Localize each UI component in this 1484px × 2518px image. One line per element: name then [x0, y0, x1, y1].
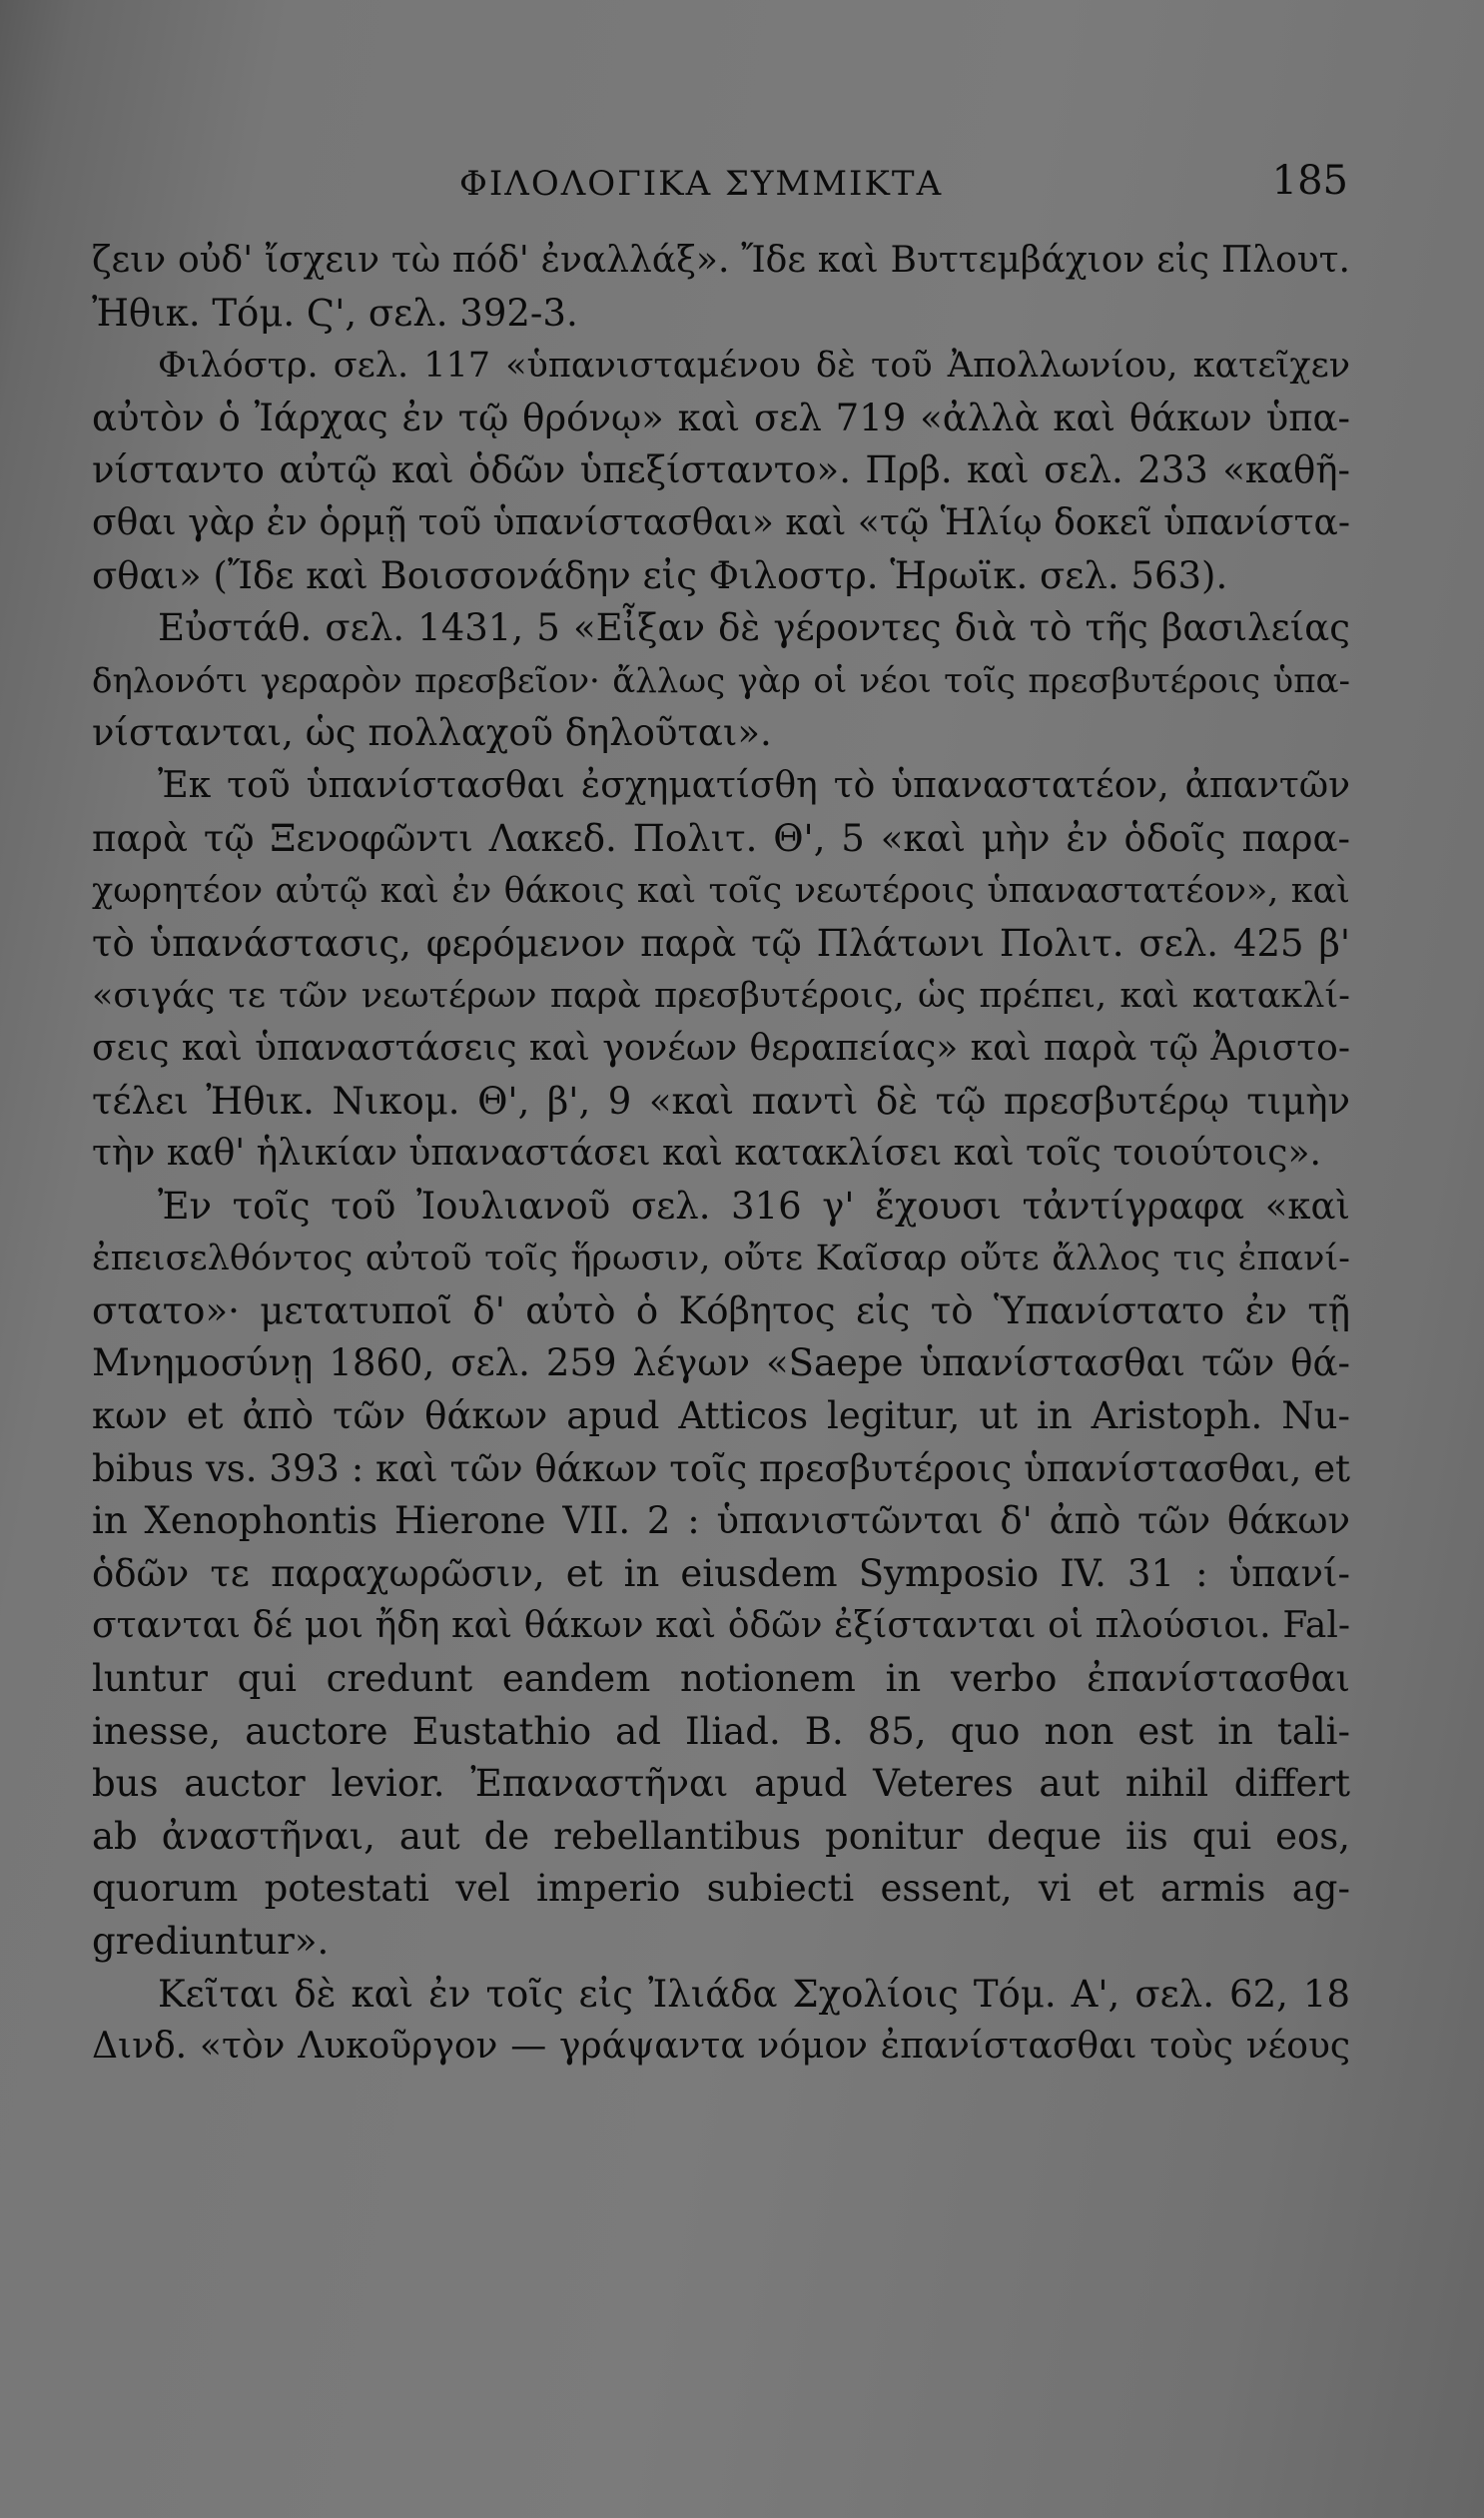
text-line: σθαι γὰρ ἐν ὁρμῇ τοῦ ὑπανίστασθαι» καὶ «τῷ Ἡλίῳ δοκεῖ ὑπανίστα- — [92, 501, 1350, 543]
text-line: στατο»· μετατυποῖ δ' αὐτὸ ὁ Κόβητος εἰς τὸ Ὑπανίστατο ἐν τῇ — [92, 1288, 1350, 1332]
text-line: χωρητέον αὐτῷ καὶ ἐν θάκοις καὶ τοῖς νεωτέροις ὑπαναστατέον», καὶ — [92, 871, 1350, 912]
text-line: Μνημοσύνῃ 1860, σελ. 259 λέγων «Saepe ὑπανίστασθαι τῶν θά- — [92, 1341, 1350, 1385]
text-line: inesse, auctore Eustathio ad Iliad. B. 85, quo non est in tali- — [92, 1709, 1350, 1753]
page-number: 185 — [1271, 158, 1348, 204]
text-line: δηλονότι γεραρὸν πρεσβεῖον· ἄλλως γὰρ οἱ νέοι τοῖς πρεσβυτέροις ὑπα- — [92, 660, 1350, 701]
text-line: νίστανται, ὡς πολλαχοῦ δηλοῦται». — [92, 711, 772, 755]
running-title: ΦΙΛΟΛΟΓΙΚΑ ΣΥΜΜΙΚΤΑ — [459, 164, 944, 204]
text-line: Κεῖται δὲ καὶ ἐν τοῖς εἰς Ἰλιάδα Σχολίοις Τόμ. Α', σελ. 62, 18 — [158, 1972, 1350, 2016]
text-line: Δινδ. «τὸν Λυκοῦργον — γράψαντα νόμον ἐπανίστασθαι τοὺς νέους — [92, 2026, 1350, 2068]
text-line: bus auctor levior. Ἐπαναστῆναι apud Veteres aut nihil differt — [92, 1762, 1350, 1806]
text-line: Ἐν τοῖς τοῦ Ἰουλιανοῦ σελ. 316 γ' ἔχουσι τἀντίγραφα «καὶ — [158, 1184, 1350, 1228]
text-line: κων et ἀπὸ τῶν θάκων apud Atticos legitur, ut in Aristoph. Nu- — [92, 1394, 1350, 1438]
text-line: in Xenophontis Hierone VII. 2 : ὑπανιστῶνται δ' ἀπὸ τῶν θάκων — [92, 1499, 1350, 1543]
text-line: bibus vs. 393 : καὶ τῶν θάκων τοῖς πρεσβυτέροις ὑπανίστασθαι, et — [92, 1446, 1350, 1490]
text-line: παρὰ τῷ Ξενοφῶντι Λακεδ. Πολιτ. Θ', 5 «καὶ μὴν ἐν ὁδοῖς παρα- — [92, 816, 1350, 860]
text-line: Ἠθικ. Τόμ. Ϛ', σελ. 392-3. — [92, 291, 578, 335]
text-line: τὸ ὑπανάστασις, φερόμενον παρὰ τῷ Πλάτωνι Πολιτ. σελ. 425 β' — [92, 921, 1350, 965]
body-text — [92, 235, 1350, 2074]
text-line: τέλει Ἠθικ. Νικομ. Θ', β', 9 «καὶ παντὶ δὲ τῷ πρεσβυτέρῳ τιμὴν — [92, 1079, 1350, 1123]
text-line: grediuntur». — [92, 1920, 330, 1963]
text-line: Ἐκ τοῦ ὑπανίστασθαι ἐσχηματίσθη τὸ ὑπαναστατέον, ἀπαντῶν — [158, 764, 1350, 806]
text-line: ὁδῶν τε παραχωρῶσιν, et in eiusdem Symposio IV. 31 : ὑπανί- — [92, 1551, 1350, 1595]
text-line: τὴν καθ' ἡλικίαν ὑπαναστάσει καὶ κατακλίσει καὶ τοῖς τοιούτοις». — [92, 1133, 1321, 1175]
text-line: ἐπεισελθόντος αὐτοῦ τοῖς ἥρωσιν, οὔτε Καῖσαρ οὔτε ἄλλος τις ἐπανί- — [92, 1239, 1350, 1279]
page-header — [90, 158, 1348, 208]
text-line: Εὐστάθ. σελ. 1431, 5 «Εἶξαν δὲ γέροντες διὰ τὸ τῆς βασιλείας — [158, 606, 1350, 650]
text-line: ab ἀναστῆναι, aut de rebellantibus ponitur deque iis qui eos, — [92, 1814, 1350, 1858]
text-line: quorum potestati vel imperio subiecti essent, vi et armis ag- — [92, 1867, 1350, 1911]
text-line: luntur qui credunt eandem notionem in verbo ἐπανίστασθαι — [92, 1657, 1350, 1701]
text-line: Φιλόστρ. σελ. 117 «ὑπανισταμένου δὲ τοῦ Ἀπολλωνίου, κατεῖχεν — [158, 346, 1350, 387]
text-line: στανται δέ μοι ἤδη καὶ θάκων καὶ ὁδῶν ἐξίστανται οἱ πλούσιοι. Fal- — [92, 1605, 1350, 1647]
text-line: νίσταντο αὐτῷ καὶ ὁδῶν ὑπεξίσταντο». Πρβ. καὶ σελ. 233 «καθῆ- — [92, 448, 1350, 492]
text-line: σθαι» (Ἴδε καὶ Βοισσονάδην εἰς Φιλοστρ. Ἡρωϊκ. σελ. 563). — [92, 553, 1228, 597]
text-line: ζειν οὐδ' ἴσχειν τὼ πόδ' ἐναλλάξ». Ἴδε καὶ Βυττεμβάχιον εἰς Πλουτ. — [92, 240, 1350, 281]
text-line: «σιγάς τε τῶν νεωτέρων παρὰ πρεσβυτέροις, ὡς πρέπει, καὶ κατακλί- — [92, 976, 1350, 1017]
text-line: σεις καὶ ὑπαναστάσεις καὶ γονέων θεραπείας» καὶ παρὰ τῷ Ἀριστο- — [92, 1027, 1350, 1069]
text-line: αὐτὸν ὁ Ἰάρχας ἐν τῷ θρόνῳ» καὶ σελ 719 «ἀλλὰ καὶ θάκων ὑπα- — [92, 396, 1350, 439]
